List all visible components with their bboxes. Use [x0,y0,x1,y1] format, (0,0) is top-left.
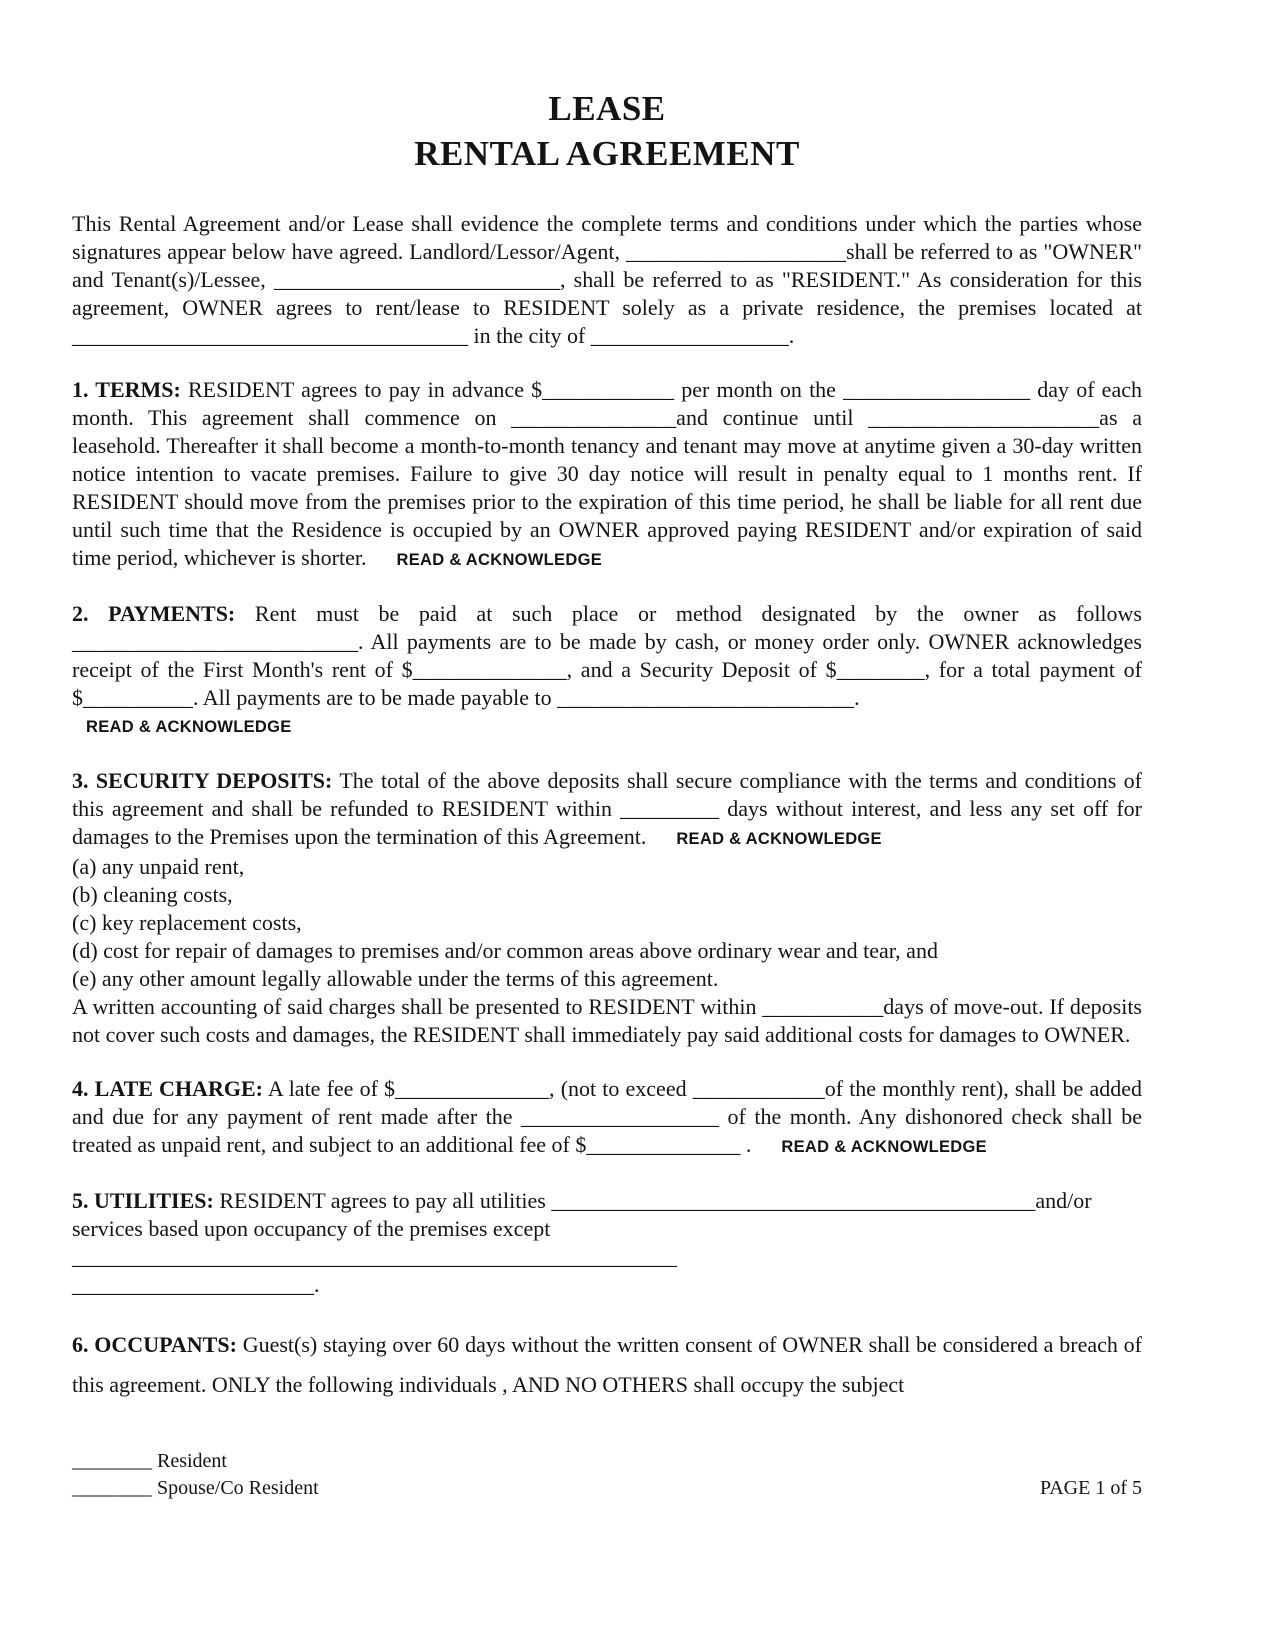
section-3-body: The total of the above deposits shall secure compliance with the terms and conditions of this agreement and shall be refunded to RESIDENT within _________ days without interest, and less any set off for damages to the Premises upon the termination of this Agreement. [72,768,1142,849]
section-4-heading: 4. LATE CHARGE: [72,1076,263,1101]
utilities-line-1 [72,1187,1142,1215]
deduction-item-a: (a) any unpaid rent, [72,854,245,879]
read-acknowledge-label-2: READ & ACKNOWLEDGE [86,718,292,736]
section-2-paragraph [72,600,1142,712]
deduction-item-c: (c) key replacement costs, [72,910,302,935]
utilities-line-3: ______________________. [72,1272,320,1297]
read-acknowledge-label-1: READ & ACKNOWLEDGE [396,551,603,569]
deduction-item-e: (e) any other amount legally allowable under the terms of this agreement. [72,966,719,991]
section-3-security-deposits [72,767,1142,1049]
section-5-heading: 5. UTILITIES: [72,1188,214,1213]
section-3-paragraph [72,767,1142,853]
resident-initial-line: ________ Resident [72,1450,227,1472]
section-4-body: A late fee of $______________, (not to exceed ____________of the monthly rent), shall be added and due for any payment of rent made after the __________________ of the month. Any dishonored check shall be treated as unpaid rent, and subject to an additional fee of $______________ . [72,1076,1142,1157]
utilities-line-1-text: RESIDENT agrees to pay all utilities ____________________________________________and/or [213,1188,1092,1213]
title-line-rental-agreement: RENTAL AGREEMENT [414,134,800,173]
section-4-late-charge [72,1075,1142,1161]
page-number: PAGE 1 of 5 [1039,1477,1142,1499]
section-3-heading: 3. SECURITY DEPOSITS: [72,768,333,793]
section-3-accounting-paragraph: A written accounting of said charges shall be presented to RESIDENT within ___________days of move-out. If deposits not cover such costs and damages, the RESIDENT shall immediately pay said additional costs for damages to OWNER. [72,994,1142,1047]
intro-paragraph: This Rental Agreement and/or Lease shall evidence the complete terms and conditions under which the parties whose signatures appear below have agreed. Landlord/Lessor/Agent, ____________________shall be referred to as "OWNER" and Tenant(s)/Lessee, __________________________, shall be referred to as "RESIDENT." As consideration for this agreement, OWNER agrees to rent/lease to RESIDENT solely as a private residence, the premises located at ____________________________________ in the city of __________________. [72,211,1142,348]
section-6-body: Guest(s) staying over 60 days without the written consent of OWNER shall be considered a breach of this agreement. ONLY the following individuals , AND NO OTHERS shall occupy the subject [72,1332,1142,1397]
section-1-terms [72,376,1142,574]
section-6-heading: 6. OCCUPANTS: [72,1332,237,1357]
read-acknowledge-label-3: READ & ACKNOWLEDGE [676,830,882,848]
section-2-payments [72,600,1142,741]
utilities-line-2: services based upon occupancy of the premises except _______________________________________________________ [72,1216,677,1269]
section-6-occupants [72,1325,1142,1405]
deduction-item-d: (d) cost for repair of damages to premises and/or common areas above ordinary wear and tear, and [72,938,938,963]
document-title [72,86,1142,176]
section-5-utilities [72,1187,1142,1299]
read-acknowledge-label-4: READ & ACKNOWLEDGE [781,1138,987,1156]
deduction-item-b: (b) cleaning costs, [72,882,233,907]
section-1-heading: 1. TERMS: [72,377,181,402]
title-line-lease: LEASE [548,89,666,128]
footer-signature-block [72,1448,319,1502]
spouse-co-resident-initial-line: ________ Spouse/Co Resident [72,1477,319,1499]
section-2-heading: 2. PAYMENTS: [72,601,236,626]
section-2-body: Rent must be paid at such place or method designated by the owner as follows __________________________. All payments are to be made by cash, or money order only. OWNER acknowledges receipt of the First Month's rent of $______________, and a Security Deposit of $________, for a total payment of $__________. All payments are to be made payable to ___________________________. [72,601,1142,710]
page-footer [72,1448,1142,1502]
section-1-body: RESIDENT agrees to pay in advance $____________ per month on the _________________ day of each month. This agreement shall commence on _______________and continue until _____________________as a leasehold. Thereafter it shall become a month-to-month tenancy and tenant may move at anytime given a 30-day written notice intention to vacate premises. Failure to give 30 day notice will result in penalty equal to 1 months rent. If RESIDENT should move from the premises prior to the expiration of this time period, he shall be liable for all rent due until such time that the Residence is occupied by an OWNER approved paying RESIDENT and/or expiration of said time period, whichever is shorter. [72,377,1142,570]
